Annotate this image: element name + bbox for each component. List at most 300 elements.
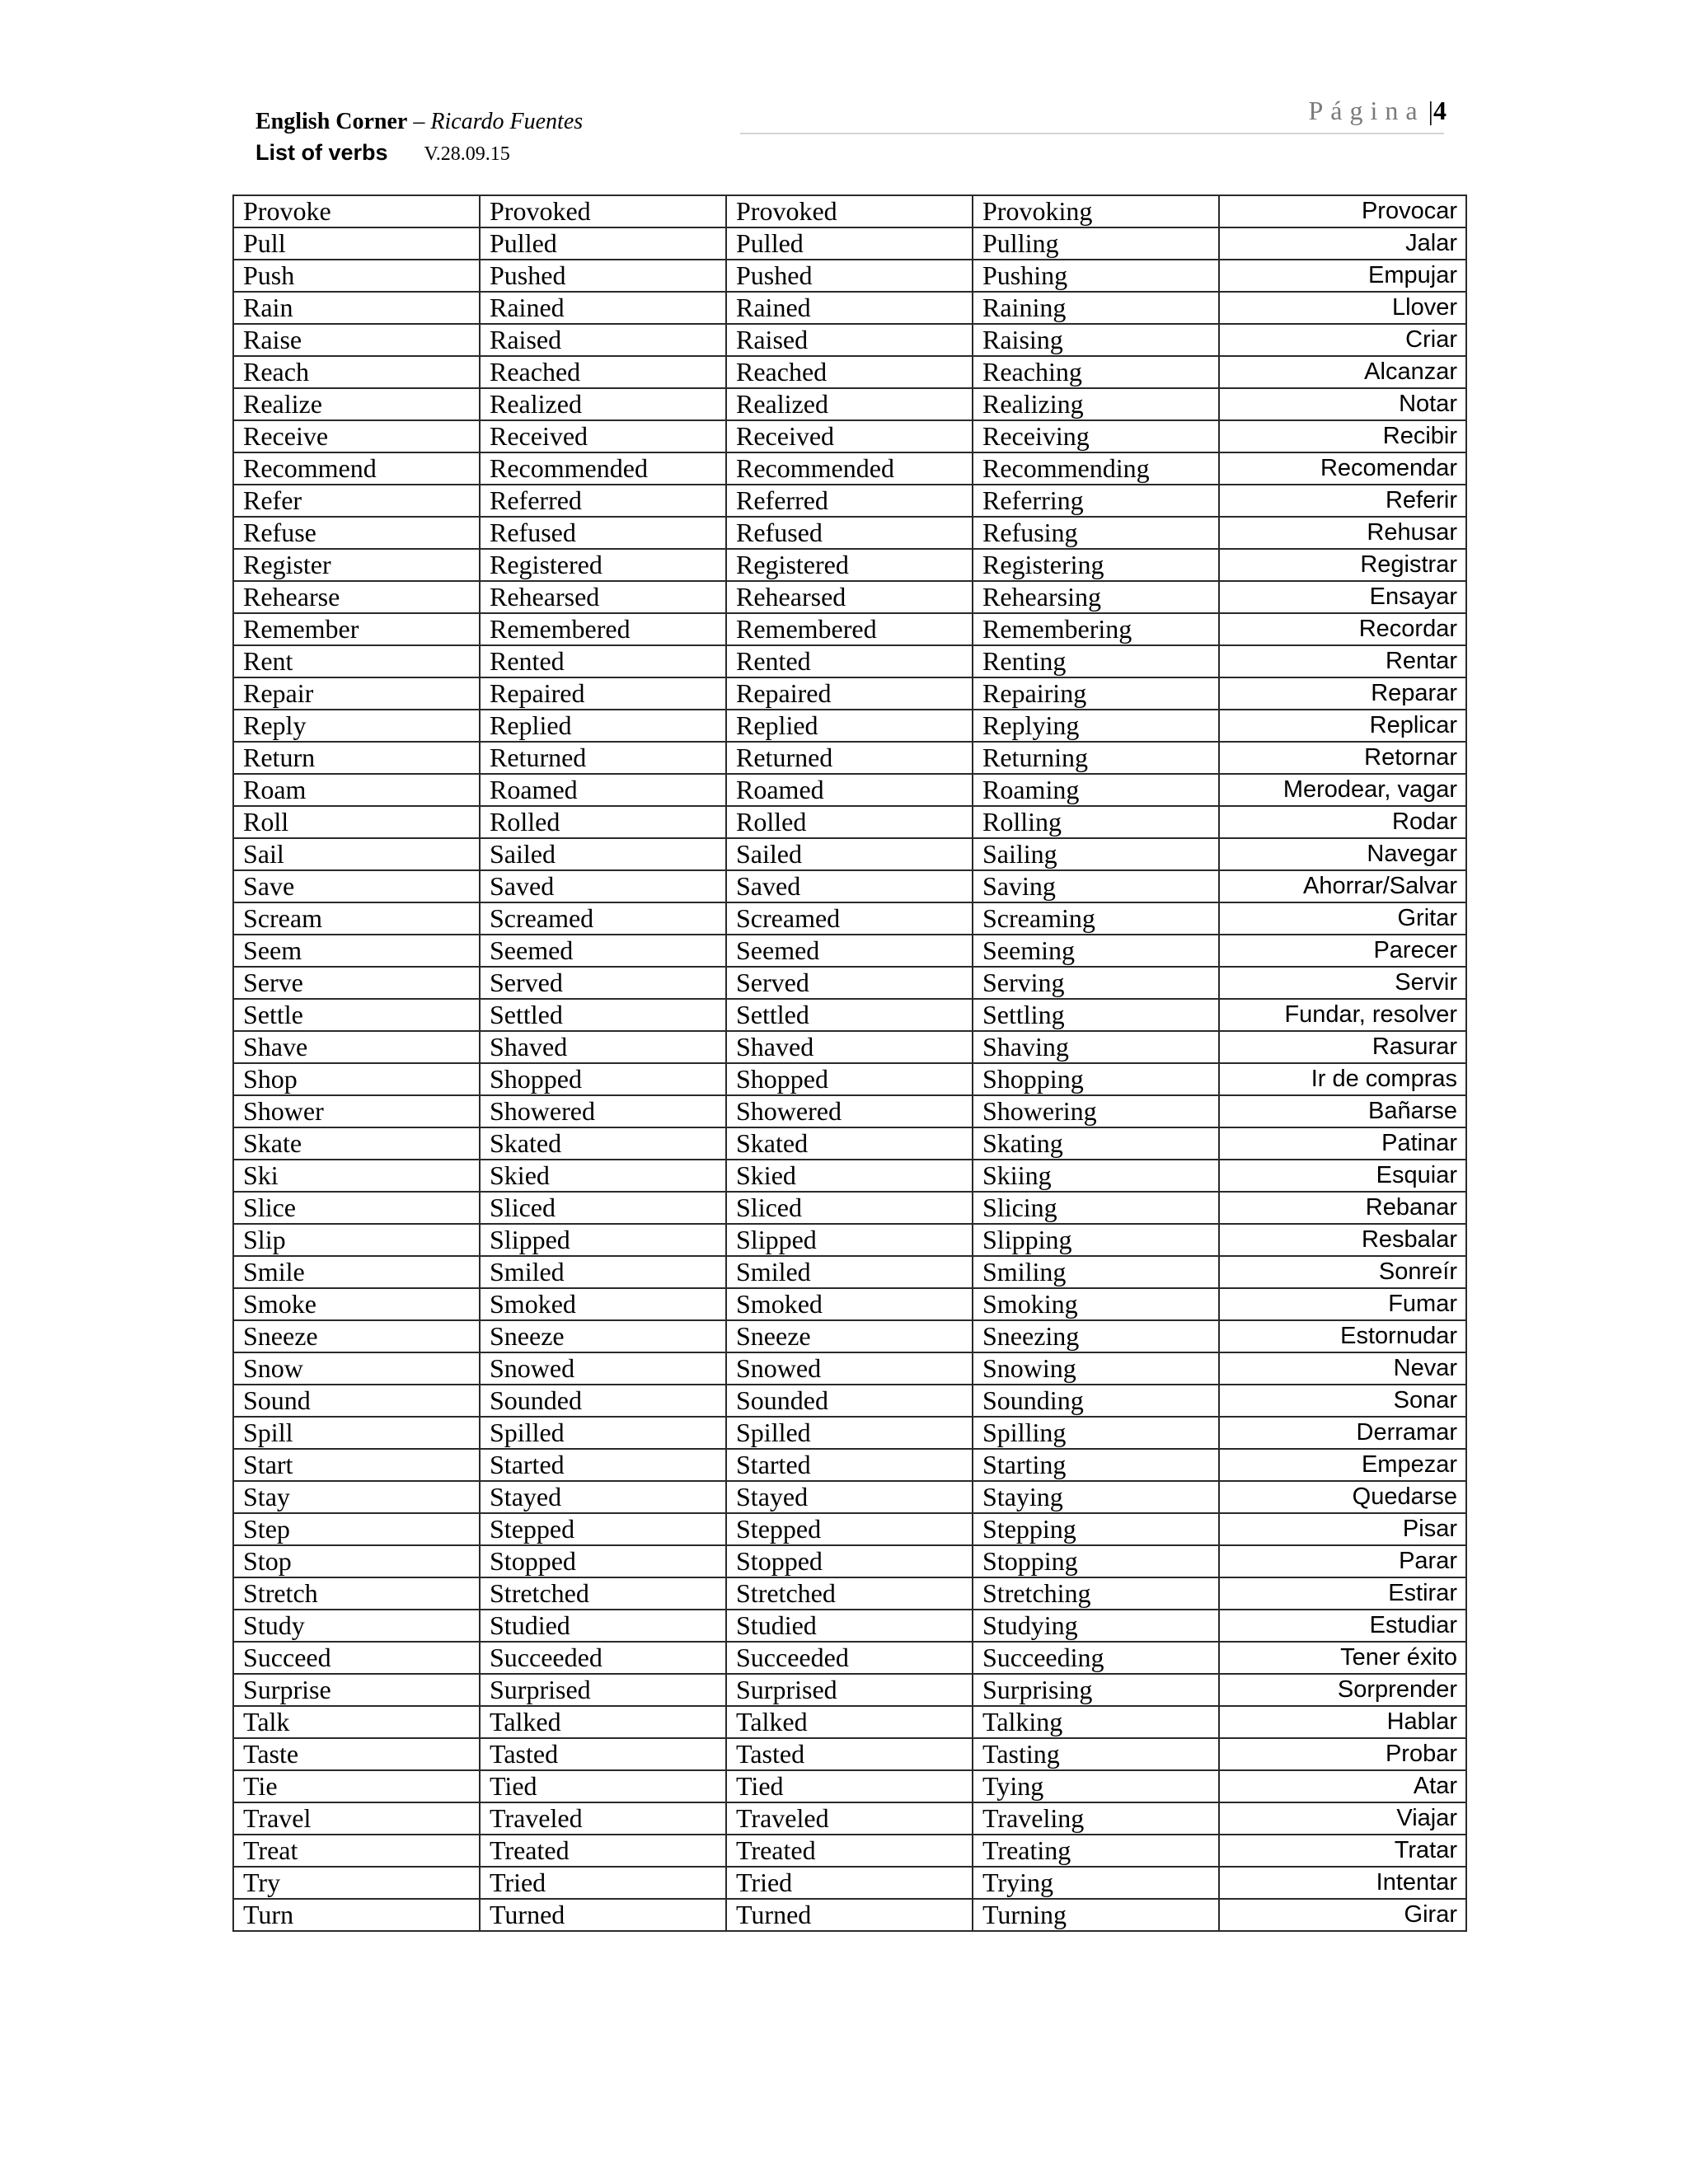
verb-base-cell: Raise	[233, 324, 480, 356]
table-row	[233, 195, 1466, 227]
verb-spanish-cell: Alcanzar	[1219, 356, 1466, 388]
verb-base-cell: Study	[233, 1610, 480, 1642]
verb-base-cell: Repair	[233, 677, 480, 710]
verb-base-cell: Smile	[233, 1256, 480, 1288]
verb-base-cell: Save	[233, 870, 480, 902]
verb-gerund-cell: Slicing	[973, 1192, 1219, 1224]
verb-past-cell: Served	[480, 967, 726, 999]
verb-gerund-cell: Succeeding	[973, 1642, 1219, 1674]
verb-spanish-cell: Girar	[1219, 1899, 1466, 1931]
verb-past-cell: Referred	[480, 485, 726, 517]
verb-spanish-cell: Merodear, vagar	[1219, 774, 1466, 806]
verb-base-cell: Realize	[233, 388, 480, 420]
verb-base-cell: Refuse	[233, 517, 480, 549]
verb-gerund-cell: Stepping	[973, 1513, 1219, 1545]
verb-participle-cell: Returned	[726, 742, 973, 774]
table-row	[233, 485, 1466, 517]
verb-past-cell: Treated	[480, 1835, 726, 1867]
verb-gerund-cell: Settling	[973, 999, 1219, 1031]
table-row	[233, 1577, 1466, 1610]
verb-base-cell: Return	[233, 742, 480, 774]
verb-participle-cell: Smiled	[726, 1256, 973, 1288]
verb-spanish-cell: Estornudar	[1219, 1320, 1466, 1352]
page-separator: |	[1428, 96, 1433, 125]
verb-participle-cell: Showered	[726, 1095, 973, 1127]
table-row	[233, 1224, 1466, 1256]
verb-base-cell: Slip	[233, 1224, 480, 1256]
author-name: Ricardo Fuentes	[430, 109, 584, 134]
table-row	[233, 1417, 1466, 1449]
table-row	[233, 1031, 1466, 1063]
verb-gerund-cell: Tasting	[973, 1738, 1219, 1770]
verb-participle-cell: Pushed	[726, 260, 973, 292]
verb-gerund-cell: Tying	[973, 1770, 1219, 1802]
verb-participle-cell: Repaired	[726, 677, 973, 710]
table-row	[233, 1738, 1466, 1770]
table-row	[233, 1449, 1466, 1481]
verb-past-cell: Pulled	[480, 227, 726, 260]
verb-participle-cell: Skied	[726, 1160, 973, 1192]
list-title: List of verbs	[256, 140, 388, 165]
verb-past-cell: Rehearsed	[480, 581, 726, 613]
verb-spanish-cell: Llover	[1219, 292, 1466, 324]
verb-base-cell: Reach	[233, 356, 480, 388]
verb-spanish-cell: Servir	[1219, 967, 1466, 999]
verb-spanish-cell: Jalar	[1219, 227, 1466, 260]
verb-past-cell: Raised	[480, 324, 726, 356]
verb-base-cell: Travel	[233, 1802, 480, 1835]
verb-spanish-cell: Registrar	[1219, 549, 1466, 581]
verb-base-cell: Shop	[233, 1063, 480, 1095]
verb-participle-cell: Skated	[726, 1127, 973, 1160]
verb-gerund-cell: Serving	[973, 967, 1219, 999]
verb-participle-cell: Shaved	[726, 1031, 973, 1063]
verb-participle-cell: Recommended	[726, 452, 973, 485]
page-number-value: 4	[1433, 96, 1447, 125]
table-row	[233, 1835, 1466, 1867]
verb-spanish-cell: Rentar	[1219, 645, 1466, 677]
verb-spanish-cell: Referir	[1219, 485, 1466, 517]
verb-past-cell: Pushed	[480, 260, 726, 292]
verb-gerund-cell: Talking	[973, 1706, 1219, 1738]
table-row	[233, 549, 1466, 581]
table-row	[233, 1513, 1466, 1545]
verb-participle-cell: Sounded	[726, 1385, 973, 1417]
page-header	[256, 96, 1447, 175]
verb-spanish-cell: Tratar	[1219, 1835, 1466, 1867]
verb-spanish-cell: Sorprender	[1219, 1674, 1466, 1706]
verb-past-cell: Smiled	[480, 1256, 726, 1288]
table-row	[233, 1095, 1466, 1127]
verb-participle-cell: Turned	[726, 1899, 973, 1931]
verb-participle-cell: Sneeze	[726, 1320, 973, 1352]
table-row	[233, 870, 1466, 902]
verb-past-cell: Repaired	[480, 677, 726, 710]
verb-gerund-cell: Saving	[973, 870, 1219, 902]
verb-base-cell: Seem	[233, 935, 480, 967]
table-row	[233, 1899, 1466, 1931]
verb-gerund-cell: Snowing	[973, 1352, 1219, 1385]
verb-spanish-cell: Notar	[1219, 388, 1466, 420]
verb-past-cell: Screamed	[480, 902, 726, 935]
verb-past-cell: Tied	[480, 1770, 726, 1802]
verb-gerund-cell: Stopping	[973, 1545, 1219, 1577]
verb-participle-cell: Sailed	[726, 838, 973, 870]
verb-base-cell: Roam	[233, 774, 480, 806]
verb-base-cell: Treat	[233, 1835, 480, 1867]
verb-participle-cell: Stretched	[726, 1577, 973, 1610]
verb-past-cell: Skied	[480, 1160, 726, 1192]
verb-participle-cell: Traveled	[726, 1802, 973, 1835]
verb-participle-cell: Treated	[726, 1835, 973, 1867]
verb-spanish-cell: Quedarse	[1219, 1481, 1466, 1513]
verb-participle-cell: Stepped	[726, 1513, 973, 1545]
verb-participle-cell: Rented	[726, 645, 973, 677]
verb-spanish-cell: Replicar	[1219, 710, 1466, 742]
verb-base-cell: Provoke	[233, 195, 480, 227]
verb-past-cell: Sliced	[480, 1192, 726, 1224]
verb-table-body	[233, 195, 1466, 1931]
verb-participle-cell: Succeeded	[726, 1642, 973, 1674]
verb-gerund-cell: Roaming	[973, 774, 1219, 806]
brand-name: English Corner	[256, 109, 408, 134]
verb-spanish-cell: Recibir	[1219, 420, 1466, 452]
verb-participle-cell: Stayed	[726, 1481, 973, 1513]
verb-spanish-cell: Viajar	[1219, 1802, 1466, 1835]
verb-gerund-cell: Repairing	[973, 677, 1219, 710]
verb-participle-cell: Pulled	[726, 227, 973, 260]
verb-participle-cell: Studied	[726, 1610, 973, 1642]
table-row	[233, 1770, 1466, 1802]
verb-past-cell: Sneeze	[480, 1320, 726, 1352]
verb-participle-cell: Remembered	[726, 613, 973, 645]
table-row	[233, 806, 1466, 838]
verb-participle-cell: Realized	[726, 388, 973, 420]
verb-spanish-cell: Criar	[1219, 324, 1466, 356]
verb-past-cell: Replied	[480, 710, 726, 742]
header-divider	[740, 133, 1444, 134]
verb-spanish-cell: Parecer	[1219, 935, 1466, 967]
verb-gerund-cell: Turning	[973, 1899, 1219, 1931]
table-row	[233, 1706, 1466, 1738]
verb-spanish-cell: Derramar	[1219, 1417, 1466, 1449]
verb-past-cell: Registered	[480, 549, 726, 581]
table-row	[233, 1288, 1466, 1320]
verb-past-cell: Showered	[480, 1095, 726, 1127]
verb-base-cell: Stop	[233, 1545, 480, 1577]
table-row	[233, 356, 1466, 388]
verb-participle-cell: Talked	[726, 1706, 973, 1738]
verb-base-cell: Sneeze	[233, 1320, 480, 1352]
verb-gerund-cell: Traveling	[973, 1802, 1219, 1835]
verb-base-cell: Scream	[233, 902, 480, 935]
table-row	[233, 517, 1466, 549]
verb-spanish-cell: Sonar	[1219, 1385, 1466, 1417]
verb-gerund-cell: Starting	[973, 1449, 1219, 1481]
verb-past-cell: Stretched	[480, 1577, 726, 1610]
verb-gerund-cell: Showering	[973, 1095, 1219, 1127]
verb-spanish-cell: Empezar	[1219, 1449, 1466, 1481]
verb-spanish-cell: Ahorrar/Salvar	[1219, 870, 1466, 902]
verb-gerund-cell: Seeming	[973, 935, 1219, 967]
verb-participle-cell: Referred	[726, 485, 973, 517]
verb-base-cell: Talk	[233, 1706, 480, 1738]
verb-gerund-cell: Spilling	[973, 1417, 1219, 1449]
page-number	[1309, 96, 1447, 126]
table-row	[233, 677, 1466, 710]
table-row	[233, 1545, 1466, 1577]
verb-base-cell: Taste	[233, 1738, 480, 1770]
verb-spanish-cell: Empujar	[1219, 260, 1466, 292]
verb-base-cell: Shower	[233, 1095, 480, 1127]
header-brand-line	[256, 109, 583, 135]
verb-gerund-cell: Provoking	[973, 195, 1219, 227]
verb-spanish-cell: Ir de compras	[1219, 1063, 1466, 1095]
verb-spanish-cell: Reparar	[1219, 677, 1466, 710]
verb-participle-cell: Stopped	[726, 1545, 973, 1577]
verb-spanish-cell: Rehusar	[1219, 517, 1466, 549]
brand-dash: –	[407, 109, 431, 134]
verb-past-cell: Stopped	[480, 1545, 726, 1577]
verb-participle-cell: Rained	[726, 292, 973, 324]
verb-participle-cell: Smoked	[726, 1288, 973, 1320]
verb-base-cell: Spill	[233, 1417, 480, 1449]
verb-past-cell: Shopped	[480, 1063, 726, 1095]
verb-base-cell: Stay	[233, 1481, 480, 1513]
verb-participle-cell: Received	[726, 420, 973, 452]
verb-participle-cell: Slipped	[726, 1224, 973, 1256]
verb-base-cell: Refer	[233, 485, 480, 517]
table-row	[233, 420, 1466, 452]
verb-past-cell: Shaved	[480, 1031, 726, 1063]
verb-spanish-cell: Gritar	[1219, 902, 1466, 935]
verb-spanish-cell: Bañarse	[1219, 1095, 1466, 1127]
verb-participle-cell: Tried	[726, 1867, 973, 1899]
verb-gerund-cell: Staying	[973, 1481, 1219, 1513]
verb-past-cell: Saved	[480, 870, 726, 902]
verb-participle-cell: Spilled	[726, 1417, 973, 1449]
verb-gerund-cell: Remembering	[973, 613, 1219, 645]
verb-participle-cell: Rehearsed	[726, 581, 973, 613]
verb-past-cell: Sailed	[480, 838, 726, 870]
verb-gerund-cell: Replying	[973, 710, 1219, 742]
verb-gerund-cell: Sailing	[973, 838, 1219, 870]
verb-gerund-cell: Pulling	[973, 227, 1219, 260]
header-list-line	[256, 140, 510, 166]
verb-past-cell: Spilled	[480, 1417, 726, 1449]
verb-base-cell: Snow	[233, 1352, 480, 1385]
verb-spanish-cell: Hablar	[1219, 1706, 1466, 1738]
verb-past-cell: Rained	[480, 292, 726, 324]
verb-gerund-cell: Realizing	[973, 388, 1219, 420]
verb-participle-cell: Roamed	[726, 774, 973, 806]
verb-table	[232, 194, 1467, 1932]
verb-past-cell: Studied	[480, 1610, 726, 1642]
verb-base-cell: Rehearse	[233, 581, 480, 613]
verb-spanish-cell: Parar	[1219, 1545, 1466, 1577]
verb-gerund-cell: Reaching	[973, 356, 1219, 388]
table-row	[233, 967, 1466, 999]
table-row	[233, 999, 1466, 1031]
verb-participle-cell: Surprised	[726, 1674, 973, 1706]
verb-base-cell: Start	[233, 1449, 480, 1481]
table-row	[233, 645, 1466, 677]
verb-past-cell: Settled	[480, 999, 726, 1031]
verb-participle-cell: Replied	[726, 710, 973, 742]
verb-base-cell: Succeed	[233, 1642, 480, 1674]
verb-past-cell: Tried	[480, 1867, 726, 1899]
verb-base-cell: Pull	[233, 227, 480, 260]
table-row	[233, 1160, 1466, 1192]
verb-spanish-cell: Recordar	[1219, 613, 1466, 645]
verb-gerund-cell: Rolling	[973, 806, 1219, 838]
verb-participle-cell: Settled	[726, 999, 973, 1031]
verb-gerund-cell: Raining	[973, 292, 1219, 324]
verb-past-cell: Surprised	[480, 1674, 726, 1706]
verb-base-cell: Recommend	[233, 452, 480, 485]
verb-gerund-cell: Slipping	[973, 1224, 1219, 1256]
verb-past-cell: Seemed	[480, 935, 726, 967]
verb-spanish-cell: Rodar	[1219, 806, 1466, 838]
verb-participle-cell: Seemed	[726, 935, 973, 967]
verb-base-cell: Shave	[233, 1031, 480, 1063]
verb-spanish-cell: Esquiar	[1219, 1160, 1466, 1192]
verb-participle-cell: Saved	[726, 870, 973, 902]
verb-participle-cell: Registered	[726, 549, 973, 581]
page-word: Página	[1308, 96, 1425, 125]
table-row	[233, 388, 1466, 420]
verb-past-cell: Returned	[480, 742, 726, 774]
verb-base-cell: Turn	[233, 1899, 480, 1931]
verb-base-cell: Rain	[233, 292, 480, 324]
verb-base-cell: Register	[233, 549, 480, 581]
verb-base-cell: Roll	[233, 806, 480, 838]
verb-past-cell: Turned	[480, 1899, 726, 1931]
verb-gerund-cell: Shaving	[973, 1031, 1219, 1063]
verb-gerund-cell: Refusing	[973, 517, 1219, 549]
table-row	[233, 838, 1466, 870]
table-row	[233, 227, 1466, 260]
verb-base-cell: Push	[233, 260, 480, 292]
verb-past-cell: Started	[480, 1449, 726, 1481]
verb-base-cell: Slice	[233, 1192, 480, 1224]
verb-base-cell: Skate	[233, 1127, 480, 1160]
verb-base-cell: Serve	[233, 967, 480, 999]
verb-participle-cell: Served	[726, 967, 973, 999]
table-row	[233, 774, 1466, 806]
verb-gerund-cell: Sounding	[973, 1385, 1219, 1417]
table-row	[233, 1481, 1466, 1513]
verb-base-cell: Try	[233, 1867, 480, 1899]
verb-spanish-cell: Recomendar	[1219, 452, 1466, 485]
verb-gerund-cell: Stretching	[973, 1577, 1219, 1610]
table-row	[233, 935, 1466, 967]
verb-spanish-cell: Ensayar	[1219, 581, 1466, 613]
verb-base-cell: Surprise	[233, 1674, 480, 1706]
verb-gerund-cell: Rehearsing	[973, 581, 1219, 613]
verb-past-cell: Remembered	[480, 613, 726, 645]
table-row	[233, 902, 1466, 935]
verb-participle-cell: Refused	[726, 517, 973, 549]
table-row	[233, 292, 1466, 324]
verb-past-cell: Recommended	[480, 452, 726, 485]
verb-base-cell: Stretch	[233, 1577, 480, 1610]
verb-past-cell: Received	[480, 420, 726, 452]
verb-gerund-cell: Renting	[973, 645, 1219, 677]
verb-base-cell: Settle	[233, 999, 480, 1031]
verb-spanish-cell: Estirar	[1219, 1577, 1466, 1610]
version-label: V.28.09.15	[424, 143, 510, 165]
verb-gerund-cell: Treating	[973, 1835, 1219, 1867]
verb-spanish-cell: Atar	[1219, 1770, 1466, 1802]
verb-participle-cell: Tied	[726, 1770, 973, 1802]
verb-past-cell: Slipped	[480, 1224, 726, 1256]
verb-gerund-cell: Pushing	[973, 260, 1219, 292]
verb-spanish-cell: Patinar	[1219, 1127, 1466, 1160]
verb-base-cell: Smoke	[233, 1288, 480, 1320]
verb-gerund-cell: Trying	[973, 1867, 1219, 1899]
verb-participle-cell: Started	[726, 1449, 973, 1481]
verb-participle-cell: Tasted	[726, 1738, 973, 1770]
verb-spanish-cell: Navegar	[1219, 838, 1466, 870]
verb-past-cell: Roamed	[480, 774, 726, 806]
verb-participle-cell: Shopped	[726, 1063, 973, 1095]
verb-gerund-cell: Smiling	[973, 1256, 1219, 1288]
verb-base-cell: Tie	[233, 1770, 480, 1802]
verb-spanish-cell: Intentar	[1219, 1867, 1466, 1899]
verb-spanish-cell: Pisar	[1219, 1513, 1466, 1545]
verb-past-cell: Tasted	[480, 1738, 726, 1770]
verb-gerund-cell: Returning	[973, 742, 1219, 774]
table-row	[233, 710, 1466, 742]
verb-past-cell: Provoked	[480, 195, 726, 227]
table-row	[233, 260, 1466, 292]
verb-spanish-cell: Sonreír	[1219, 1256, 1466, 1288]
verb-gerund-cell: Registering	[973, 549, 1219, 581]
verb-participle-cell: Screamed	[726, 902, 973, 935]
verb-past-cell: Succeeded	[480, 1642, 726, 1674]
verb-past-cell: Refused	[480, 517, 726, 549]
verb-past-cell: Smoked	[480, 1288, 726, 1320]
verb-base-cell: Ski	[233, 1160, 480, 1192]
verb-spanish-cell: Provocar	[1219, 195, 1466, 227]
verb-spanish-cell: Tener éxito	[1219, 1642, 1466, 1674]
verb-gerund-cell: Shopping	[973, 1063, 1219, 1095]
verb-participle-cell: Provoked	[726, 195, 973, 227]
verb-participle-cell: Reached	[726, 356, 973, 388]
verb-gerund-cell: Raising	[973, 324, 1219, 356]
table-row	[233, 1063, 1466, 1095]
table-row	[233, 452, 1466, 485]
table-row	[233, 1192, 1466, 1224]
table-row	[233, 1127, 1466, 1160]
verb-past-cell: Realized	[480, 388, 726, 420]
verb-past-cell: Sounded	[480, 1385, 726, 1417]
verb-past-cell: Stepped	[480, 1513, 726, 1545]
verb-gerund-cell: Skiing	[973, 1160, 1219, 1192]
verb-base-cell: Receive	[233, 420, 480, 452]
verb-gerund-cell: Skating	[973, 1127, 1219, 1160]
verb-base-cell: Step	[233, 1513, 480, 1545]
table-row	[233, 581, 1466, 613]
table-row	[233, 1352, 1466, 1385]
table-row	[233, 613, 1466, 645]
verb-spanish-cell: Nevar	[1219, 1352, 1466, 1385]
verb-spanish-cell: Estudiar	[1219, 1610, 1466, 1642]
verb-past-cell: Snowed	[480, 1352, 726, 1385]
verb-base-cell: Rent	[233, 645, 480, 677]
verb-past-cell: Traveled	[480, 1802, 726, 1835]
